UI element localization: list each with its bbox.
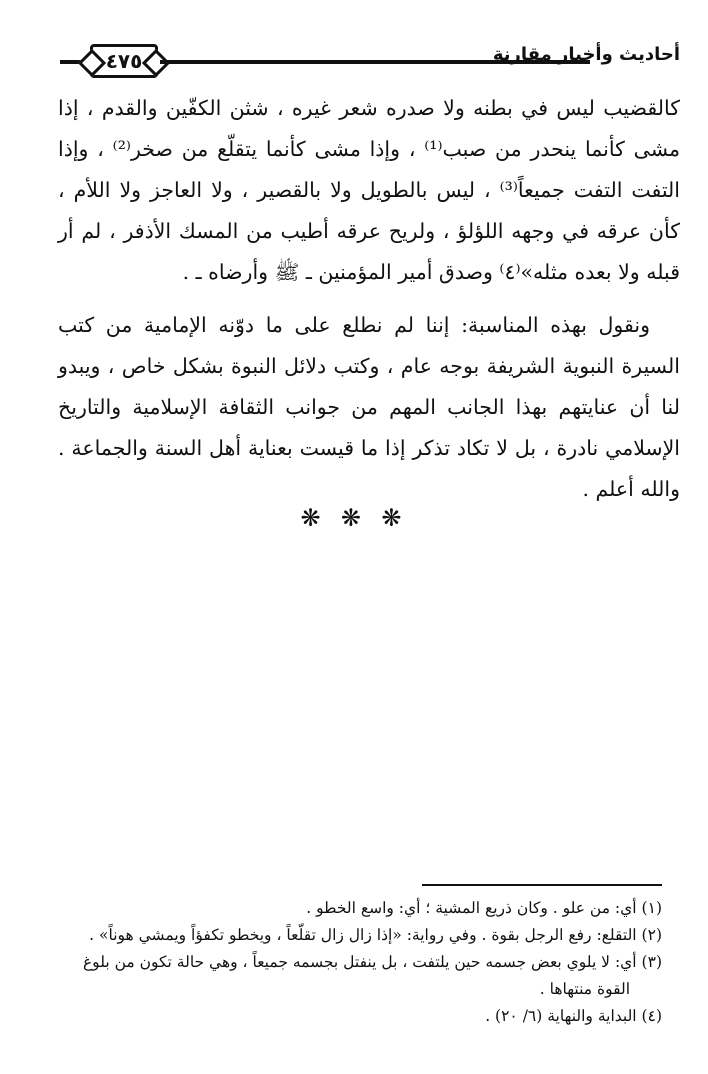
footnote-continuation: القوة منتهاها . (539, 980, 630, 998)
footnote-2 (46, 922, 662, 949)
paragraph-2: ونقول بهذه المناسبة: إننا لم نطلع على ما دوّنه الإمامية من كتب السيرة النبوية الشريفة بوجه عام ، وكتب دلائل النبوة بشكل خاص ، ويبدو لنا أن عنايتهم بهذا الجانب المهم من جوانب الثقافة الإسلامية والتاريخ الإسلامي نادرة ، بل لا تكاد تذكر إذا ما قيست بعناية أهل السنة والجماعة . والله أعلم . (58, 313, 680, 501)
footnote-rule (422, 884, 662, 886)
footnote-4 (46, 1003, 662, 1030)
footnote-text: أي: لا يلوي بعض جسمه حين يلتفت ، بل ينفتل بجسمه جميعاً ، وهي حالة تكون من بلوغ (82, 953, 637, 971)
footnote-text: التقلع: رفع الرجل بقوة . وفي رواية: «إذا زال زال تقلّعاً ، ويخطو تكفؤاً ويمشي هوناً» . (89, 926, 637, 944)
running-title: أحاديث وأخبار مقارنة (492, 44, 680, 65)
page-number: ٤٧٥ (105, 49, 143, 73)
footnote-text: أي: من علو . وكان ذريع المشية ؛ أي: واسع الخطو . (306, 899, 637, 917)
main-text (58, 88, 680, 522)
paragraph-1: كالقضيب ليس في بطنه ولا صدره شعر غيره ، شثن الكفّين والقدم ، إذا مشى كأنما ينحدر من صبب⁽¹⁾ ، وإذا مشى كأنما يتقلّع من صخر⁽²⁾ ، وإذا التفت التفت جميعاً⁽³⁾ ، ليس بالطويل ولا بالقصير ، ولا العاجز ولا اللأم ، كأن عرقه في وجهه اللؤلؤ ، ولريح عرقه أطيب من المسك الأذفر ، لم أر قبله ولا بعده مثله»⁽٤⁾ وصدق أمير المؤمنين ـ ﷺ وأرضاه ـ . (58, 96, 680, 284)
footnote-text: البداية والنهاية (٦/ ٢٠) . (485, 1007, 637, 1025)
footnotes (46, 895, 662, 1030)
page-number-ornament (90, 44, 158, 78)
footnote-number: (١) (641, 899, 662, 917)
footnote-3 (46, 949, 662, 1003)
page-header (60, 40, 680, 80)
section-separator: ❋ ❋ ❋ (300, 504, 408, 532)
footnote-1 (46, 895, 662, 922)
footnote-number: (٤) (641, 1007, 662, 1025)
footnote-number: (٣) (641, 953, 662, 971)
footnote-number: (٢) (641, 926, 662, 944)
